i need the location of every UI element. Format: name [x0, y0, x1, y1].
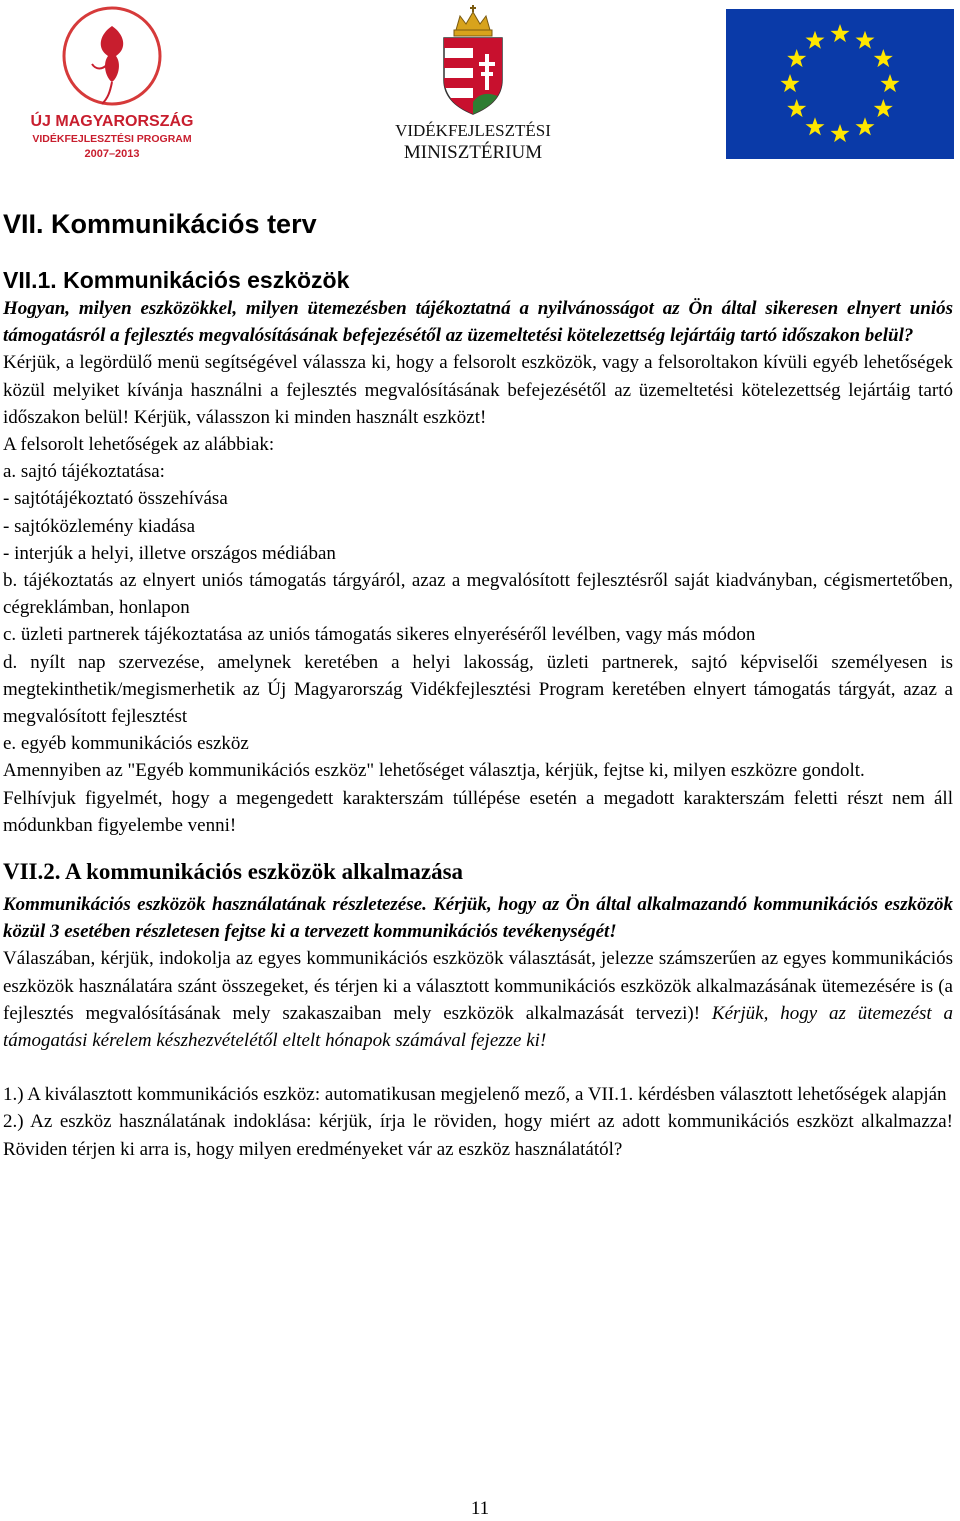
logo-left-line1: ÚJ MAGYARORSZÁG	[30, 113, 194, 130]
logo-mid-line1: VIDÉKFEJLESZTÉSI	[395, 121, 551, 140]
logo-left-line2: VIDÉKFEJLESZTÉSI PROGRAM	[32, 133, 192, 145]
subsection-2-body	[3, 945, 953, 1054]
option-item: - interjúk a helyi, illetve országos médiában	[3, 542, 336, 564]
section-title: VII. Kommunikációs terv	[3, 209, 317, 239]
page-number: 11	[470, 1498, 490, 1519]
character-limit-warning: Felhívjuk figyelmét, hogy a megengedett karakterszám túllépése esetén a megadott karakterszám feletti részt nem áll módunkban figyelembe venni!	[3, 787, 953, 836]
option-item: - sajtóközlemény kiadása	[3, 515, 196, 537]
logo-mid-line2: MINISZTÉRIUM	[403, 142, 543, 163]
logo-left-line3: 2007–2013	[84, 148, 140, 160]
other-tool-note: Amennyiben az "Egyéb kommunikációs eszköz" lehetőséget választja, kérjük, fejtse ki, milyen eszközre gondolt.	[3, 760, 865, 782]
videkfejlesztesi-miniszterium-logo	[378, 2, 568, 164]
uj-magyarorszag-logo	[22, 4, 202, 162]
subsection-1-title: VII.1. Kommunikációs eszközök	[3, 267, 350, 293]
header-logos	[0, 0, 960, 170]
subsection-1-instruction: Kérjük, a legördülő menü segítségével válassza ki, hogy a felsorolt eszközök, vagy a felsoroltakon kívüli egyéb lehetőségek közül melyiket kívánja használni a fejlesztés megvalósításának befejezésétől az üzemeltetési kötelezettség lejártáig tartó időszakon belül! Kérjük, válasszon ki minden használt eszközt!	[3, 352, 953, 428]
options-intro: A felsorolt lehetőségek az alábbiak:	[3, 434, 275, 456]
document-body	[3, 205, 953, 1163]
subsection-2-body-italic: Kérjük, hogy az ütemezést a támogatási kérelem készhezvételétől eltelt hónapok számával fejezze ki!	[3, 1002, 953, 1052]
eu-flag-logo	[726, 9, 954, 159]
option-item: - sajtótájékoztató összehívása	[3, 488, 228, 510]
subsection-1-question: Hogyan, milyen eszközökkel, milyen ütemezésben tájékoztatná a nyilvánosságot az Ön által sikeresen elnyert uniós támogatásról a fejlesztés megvalósításának befejezésétől az üzemeltetési kötelezettség lejártáig tartó időszakon belül?	[3, 298, 953, 347]
subsection-2-title: VII.2. A kommunikációs eszközök alkalmazása	[3, 859, 464, 885]
option-item: a. sajtó tájékoztatása:	[3, 461, 165, 483]
option-item: c. üzleti partnerek tájékoztatása az uniós támogatás sikeres elnyeréséről levélben, vagy más módon	[3, 624, 756, 646]
option-item: e. egyéb kommunikációs eszköz	[3, 733, 249, 755]
option-item: b. tájékoztatás az elnyert uniós támogatás tárgyáról, azaz a megvalósított fejlesztésről saját kiadványban, cégismertetőben, cégreklámban, honlapon	[3, 570, 953, 619]
option-item: d. nyílt nap szervezése, amelynek keretében a helyi lakosság, üzleti partnerek, sajtó képviselői személyesen is megtekinthetik/megismerhetik az Új Magyarország Vidékfejlesztési Program keretében elnyert támogatás tárgyát, azaz a megvalósított fejlesztést	[3, 651, 953, 728]
subsection-2-question: Kommunikációs eszközök használatának részletezése. Kérjük, hogy az Ön által alkalmazandó kommunikációs eszközök közül 3 esetében részletesen fejtse ki a tervezett kommunikációs tevékenységét!	[3, 894, 953, 943]
point-1: 1.) A kiválasztott kommunikációs eszköz: automatikusan megjelenő mező, a VII.1. kérdésben választott lehetőségek alapján	[3, 1084, 947, 1106]
subsection-2-body-text: Válaszában, kérjük, indokolja az egyes kommunikációs eszközök választását, jelezze számszerűen az egyes kommunikációs eszközök használatára szánt összegeket, és térjen ki a választott kommunikációs eszközök alkalmazásának ütemezésére is (a fejlesztés megvalósításának mely szakaszaiban mely eszközök alkalmazását tervezi)!	[3, 948, 953, 1024]
point-2: 2.) Az eszköz használatának indoklása: kérjük, írja le röviden, hogy miért az adott kommunikációs eszközt alkalmazza! Röviden térjen ki arra is, hogy milyen eredményeket vár az eszköz használatától?	[3, 1111, 953, 1160]
